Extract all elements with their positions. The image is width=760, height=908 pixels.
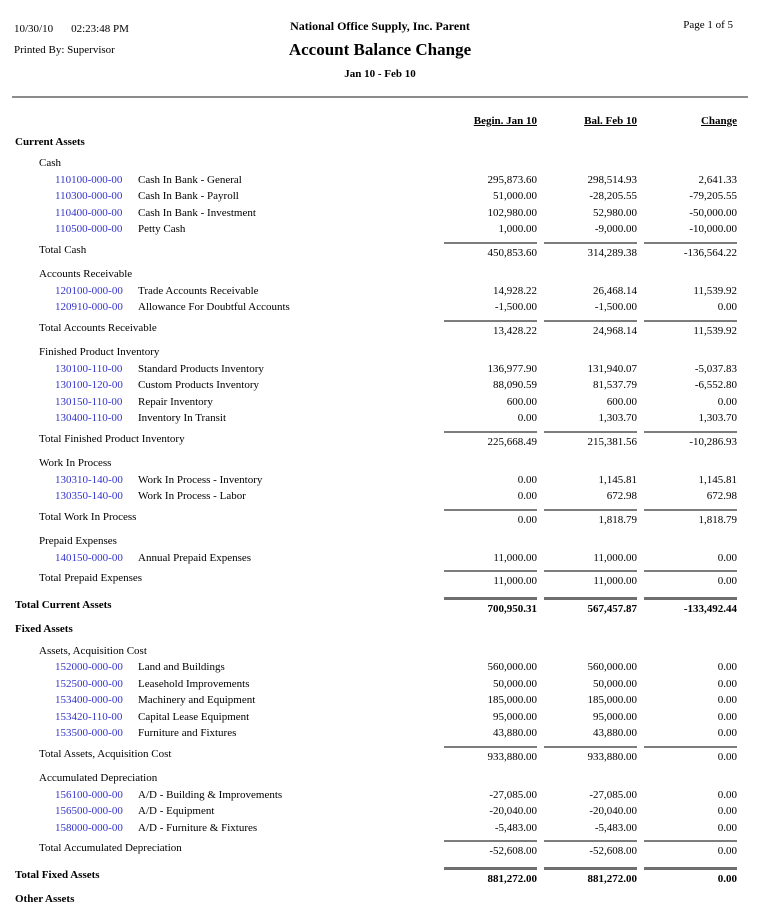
account-description: Petty Cash	[138, 223, 186, 235]
account-label	[0, 725, 437, 742]
account-label	[0, 472, 437, 489]
account-number-link[interactable]: 110100-000-00	[55, 173, 123, 186]
account-number-link[interactable]: 153500-000-00	[55, 727, 123, 739]
amount-begin: 0.00	[517, 473, 537, 486]
account-number-link[interactable]: 130150-110-00	[55, 395, 123, 408]
spacer	[437, 266, 537, 283]
account-number-link[interactable]: 130100-120-00	[55, 379, 123, 391]
account-description: Land and Buildings	[138, 661, 225, 673]
account-number-link[interactable]: 110300-000-00	[55, 190, 123, 202]
amount-change: 11,539.92	[644, 320, 737, 340]
amount-change: 672.98	[706, 490, 737, 502]
amount-balance: 11,000.00	[593, 551, 637, 564]
account-row	[0, 394, 737, 411]
report-period: Jan 10 - Feb 10	[344, 68, 416, 80]
account-description: A/D - Furniture & Fixtures	[138, 821, 258, 834]
amount-balance: 215,381.56	[544, 431, 637, 451]
amount-begin: 295,873.60	[487, 173, 537, 186]
account-label	[0, 820, 437, 837]
amount-change: 0.00	[717, 805, 737, 817]
account-label	[0, 410, 437, 427]
spacer	[537, 533, 637, 550]
account-row	[0, 659, 737, 676]
group-header-row	[0, 455, 737, 472]
amount-begin: 95,000.00	[493, 710, 537, 723]
spacer	[437, 155, 537, 172]
amount-change: 0.00	[644, 746, 737, 766]
account-row	[0, 299, 737, 316]
account-row	[0, 709, 737, 726]
amount-balance: 52,980.00	[593, 206, 637, 219]
group-header-row	[0, 344, 737, 361]
report-header	[0, 0, 760, 96]
spacer	[637, 344, 737, 361]
account-description: Standard Products Inventory	[138, 362, 264, 375]
amount-begin: 43,880.00	[493, 727, 537, 739]
amount-change: -10,286.93	[644, 431, 737, 451]
amount-begin: 0.00	[444, 509, 537, 529]
group-total-row	[0, 840, 737, 860]
account-description: Cash In Bank - Payroll	[138, 190, 239, 202]
amount-begin: 50,000.00	[493, 677, 537, 690]
section-header-row	[0, 134, 737, 151]
amount-begin: -27,085.00	[489, 788, 537, 801]
amount-change: 0.00	[717, 710, 737, 723]
amount-change: 0.00	[717, 551, 737, 564]
account-row	[0, 676, 737, 693]
amount-begin: 881,272.00	[444, 867, 537, 888]
spacer	[537, 455, 637, 472]
amount-balance: 567,457.87	[544, 597, 637, 618]
group-total-label: Total Work In Process	[39, 510, 137, 523]
group-title: Finished Product Inventory	[39, 346, 160, 358]
amount-change: 0.00	[644, 840, 737, 860]
group-total-label: Total Accounts Receivable	[39, 321, 157, 334]
amount-change: 0.00	[644, 570, 737, 590]
account-number-link[interactable]: 153420-110-00	[55, 710, 123, 723]
group-total-row	[0, 320, 737, 340]
account-description: Custom Products Inventory	[138, 379, 259, 391]
group-total-row	[0, 570, 737, 590]
amount-change: 0.00	[717, 727, 737, 739]
spacer	[437, 643, 537, 660]
amount-balance: 26,468.14	[593, 284, 637, 297]
amount-change: -79,205.55	[689, 190, 737, 202]
account-description: Work In Process - Inventory	[138, 473, 263, 486]
amount-balance: 298,514.93	[587, 173, 637, 186]
spacer	[537, 891, 637, 908]
amount-begin: 560,000.00	[487, 661, 537, 673]
amount-change: 0.00	[717, 301, 737, 313]
print-time: 02:23:48 PM	[71, 23, 129, 35]
account-description: Repair Inventory	[138, 395, 213, 408]
column-header-row	[0, 113, 737, 130]
account-number-link[interactable]: 130310-140-00	[55, 473, 123, 486]
amount-begin: 225,668.49	[444, 431, 537, 451]
amount-begin: 1,000.00	[498, 223, 537, 235]
group-title: Cash	[39, 157, 61, 169]
account-number-link[interactable]: 158000-000-00	[55, 821, 123, 834]
section-title: Fixed Assets	[15, 623, 73, 635]
section-title: Other Assets	[15, 893, 75, 905]
amount-change: -136,564.22	[644, 242, 737, 262]
account-number-link[interactable]: 120910-000-00	[55, 301, 123, 313]
amount-begin: -1,500.00	[494, 301, 537, 313]
header-divider	[12, 96, 748, 98]
amount-begin: 11,000.00	[493, 551, 537, 564]
account-label	[0, 188, 437, 205]
group-total-label: Total Accumulated Depreciation	[39, 842, 182, 854]
amount-balance: 314,289.38	[544, 242, 637, 262]
account-row	[0, 488, 737, 505]
account-description: Inventory In Transit	[138, 412, 226, 424]
amount-change: 1,303.70	[698, 412, 737, 424]
group-title: Accumulated Depreciation	[39, 772, 158, 784]
amount-begin: 700,950.31	[444, 597, 537, 618]
spacer	[537, 643, 637, 660]
account-description: Trade Accounts Receivable	[138, 284, 259, 297]
account-number-link[interactable]: 156100-000-00	[55, 788, 123, 801]
amount-balance: -27,085.00	[589, 788, 637, 801]
account-number-link[interactable]: 156500-000-00	[55, 805, 123, 817]
section-title: Current Assets	[15, 135, 85, 148]
account-number-link[interactable]: 130400-110-00	[55, 412, 123, 424]
group-total-row	[0, 509, 737, 529]
section-total-label: Total Fixed Assets	[15, 868, 100, 881]
amount-change: 1,818.79	[644, 509, 737, 529]
title-block	[140, 19, 620, 80]
spacer	[437, 533, 537, 550]
amount-begin: 185,000.00	[487, 694, 537, 706]
amount-begin: -20,040.00	[489, 805, 537, 817]
page-number: Page 1 of 5	[683, 19, 733, 31]
amount-balance: 560,000.00	[587, 661, 637, 673]
section-header-row	[0, 621, 737, 638]
account-row	[0, 283, 737, 300]
group-header-row	[0, 155, 737, 172]
account-label	[0, 394, 437, 411]
spacer	[537, 155, 637, 172]
account-row	[0, 205, 737, 222]
account-row	[0, 787, 737, 804]
amount-change: 0.00	[717, 821, 737, 834]
spacer	[637, 134, 737, 151]
section-total-label: Total Current Assets	[15, 598, 112, 611]
account-label	[0, 787, 437, 804]
amount-change: 1,145.81	[698, 473, 737, 486]
group-title: Accounts Receivable	[39, 268, 133, 280]
account-description: Cash In Bank - General	[138, 173, 242, 186]
account-row	[0, 692, 737, 709]
spacer	[537, 344, 637, 361]
amount-change: -10,000.00	[689, 223, 737, 235]
account-label	[0, 283, 437, 300]
section-total-row	[0, 867, 737, 888]
amount-balance: -52,608.00	[544, 840, 637, 860]
column-header-balance: Bal. Feb 10	[584, 115, 637, 127]
account-label	[0, 361, 437, 378]
spacer	[537, 621, 637, 638]
group-title: Work In Process	[39, 457, 112, 469]
account-label	[0, 709, 437, 726]
account-label	[0, 803, 437, 820]
column-header-begin: Begin. Jan 10	[473, 115, 537, 127]
amount-balance: 185,000.00	[587, 694, 637, 706]
account-row	[0, 188, 737, 205]
amount-balance: 600.00	[606, 395, 637, 408]
account-row	[0, 820, 737, 837]
account-number-link[interactable]: 110400-000-00	[55, 206, 123, 219]
amount-change: -50,000.00	[689, 206, 737, 219]
amount-begin: 136,977.90	[487, 362, 537, 375]
amount-change: -5,037.83	[694, 362, 737, 375]
spacer	[537, 266, 637, 283]
printed-by: Printed By: Supervisor	[14, 44, 115, 56]
spacer	[637, 155, 737, 172]
account-label	[0, 377, 437, 394]
account-description: A/D - Equipment	[138, 805, 215, 817]
account-label	[0, 205, 437, 222]
amount-change: 0.00	[717, 677, 737, 690]
account-row	[0, 172, 737, 189]
account-row	[0, 221, 737, 238]
report-table	[0, 113, 760, 908]
account-label	[0, 221, 437, 238]
amount-balance: -9,000.00	[594, 223, 637, 235]
section-header-row	[0, 891, 737, 908]
account-row	[0, 377, 737, 394]
print-date: 10/30/10	[14, 23, 54, 35]
group-header-row	[0, 266, 737, 283]
amount-begin: 14,928.22	[493, 284, 537, 297]
column-header-spacer	[0, 113, 437, 130]
account-row	[0, 472, 737, 489]
spacer	[637, 770, 737, 787]
company-name: National Office Supply, Inc. Parent	[290, 19, 470, 33]
amount-balance: 11,000.00	[544, 570, 637, 590]
print-info	[14, 19, 129, 61]
amount-begin: 600.00	[506, 395, 537, 408]
amount-balance: 1,145.81	[598, 473, 637, 486]
amount-balance: -20,040.00	[589, 805, 637, 817]
amount-balance: -5,483.00	[594, 821, 637, 834]
amount-change: 2,641.33	[698, 173, 737, 186]
account-description: A/D - Building & Improvements	[138, 788, 283, 801]
group-total-label: Total Finished Product Inventory	[39, 432, 185, 445]
spacer	[637, 533, 737, 550]
account-description: Leasehold Improvements	[138, 677, 250, 690]
group-total-row	[0, 242, 737, 262]
account-label	[0, 676, 437, 693]
spacer	[537, 134, 637, 151]
account-label	[0, 488, 437, 505]
amount-begin: 13,428.22	[444, 320, 537, 340]
amount-balance: 24,968.14	[544, 320, 637, 340]
amount-balance: 1,818.79	[544, 509, 637, 529]
amount-change: 0.00	[717, 788, 737, 801]
amount-begin: 450,853.60	[444, 242, 537, 262]
spacer	[637, 621, 737, 638]
account-description: Machinery and Equipment	[138, 694, 256, 706]
spacer	[437, 621, 537, 638]
amount-change: 11,539.92	[693, 284, 737, 297]
amount-change: -6,552.80	[694, 379, 737, 391]
amount-change: 0.00	[717, 661, 737, 673]
account-description: Annual Prepaid Expenses	[138, 551, 252, 564]
column-header-change: Change	[700, 115, 737, 127]
account-row	[0, 803, 737, 820]
spacer	[637, 891, 737, 908]
group-title: Assets, Acquisition Cost	[39, 644, 147, 657]
amount-begin: -5,483.00	[494, 821, 537, 834]
amount-balance: -28,205.55	[589, 190, 637, 202]
account-label	[0, 692, 437, 709]
account-label	[0, 172, 437, 189]
amount-begin: 102,980.00	[487, 206, 537, 219]
amount-begin: 51,000.00	[493, 190, 537, 202]
account-number-link[interactable]: 130100-110-00	[55, 362, 123, 375]
account-row	[0, 410, 737, 427]
report-title: Account Balance Change	[288, 40, 472, 59]
group-header-row	[0, 770, 737, 787]
amount-balance: 43,880.00	[593, 727, 637, 739]
account-description: Allowance For Doubtful Accounts	[138, 301, 290, 313]
group-total-row	[0, 746, 737, 766]
account-number-link[interactable]: 153400-000-00	[55, 694, 123, 706]
spacer	[437, 891, 537, 908]
account-row	[0, 550, 737, 567]
amount-balance: 933,880.00	[544, 746, 637, 766]
account-number-link[interactable]: 140150-000-00	[55, 551, 123, 564]
account-row	[0, 361, 737, 378]
account-number-link[interactable]: 152000-000-00	[55, 661, 123, 673]
account-label	[0, 550, 437, 567]
group-title: Prepaid Expenses	[39, 535, 117, 547]
amount-begin: 88,090.59	[493, 379, 537, 391]
amount-change: -133,492.44	[644, 597, 737, 618]
account-description: Work In Process - Labor	[138, 490, 246, 502]
account-description: Capital Lease Equipment	[138, 710, 250, 723]
amount-begin: 0.00	[517, 490, 537, 502]
group-total-label: Total Assets, Acquisition Cost	[39, 747, 172, 760]
account-row	[0, 725, 737, 742]
amount-balance: 672.98	[606, 490, 637, 502]
spacer	[637, 455, 737, 472]
spacer	[437, 344, 537, 361]
amount-change: 0.00	[644, 867, 737, 888]
account-number-link[interactable]: 152500-000-00	[55, 677, 123, 690]
group-total-label: Total Cash	[39, 243, 87, 256]
amount-balance: -1,500.00	[594, 301, 637, 313]
account-label	[0, 659, 437, 676]
spacer	[637, 643, 737, 660]
amount-balance: 81,537.79	[593, 379, 637, 391]
spacer	[437, 455, 537, 472]
amount-begin: 933,880.00	[444, 746, 537, 766]
amount-begin: 11,000.00	[444, 570, 537, 590]
amount-balance: 1,303.70	[598, 412, 637, 424]
group-total-label: Total Prepaid Expenses	[39, 572, 143, 584]
account-description: Cash In Bank - Investment	[138, 206, 256, 219]
report-body	[0, 134, 737, 908]
amount-begin: 0.00	[517, 412, 537, 424]
amount-balance: 95,000.00	[593, 710, 637, 723]
amount-change: 0.00	[717, 395, 737, 408]
spacer	[637, 266, 737, 283]
account-description: Furniture and Fixtures	[138, 727, 237, 739]
group-total-row	[0, 431, 737, 451]
amount-change: 0.00	[717, 694, 737, 706]
group-header-row	[0, 643, 737, 660]
account-number-link[interactable]: 120100-000-00	[55, 284, 123, 297]
amount-balance: 50,000.00	[593, 677, 637, 690]
amount-balance: 881,272.00	[544, 867, 637, 888]
section-total-row	[0, 597, 737, 618]
account-number-link[interactable]: 110500-000-00	[55, 223, 123, 235]
spacer	[437, 770, 537, 787]
amount-balance: 131,940.07	[587, 362, 637, 375]
amount-begin: -52,608.00	[444, 840, 537, 860]
group-header-row	[0, 533, 737, 550]
account-number-link[interactable]: 130350-140-00	[55, 490, 123, 502]
spacer	[537, 770, 637, 787]
account-label	[0, 299, 437, 316]
spacer	[437, 134, 537, 151]
